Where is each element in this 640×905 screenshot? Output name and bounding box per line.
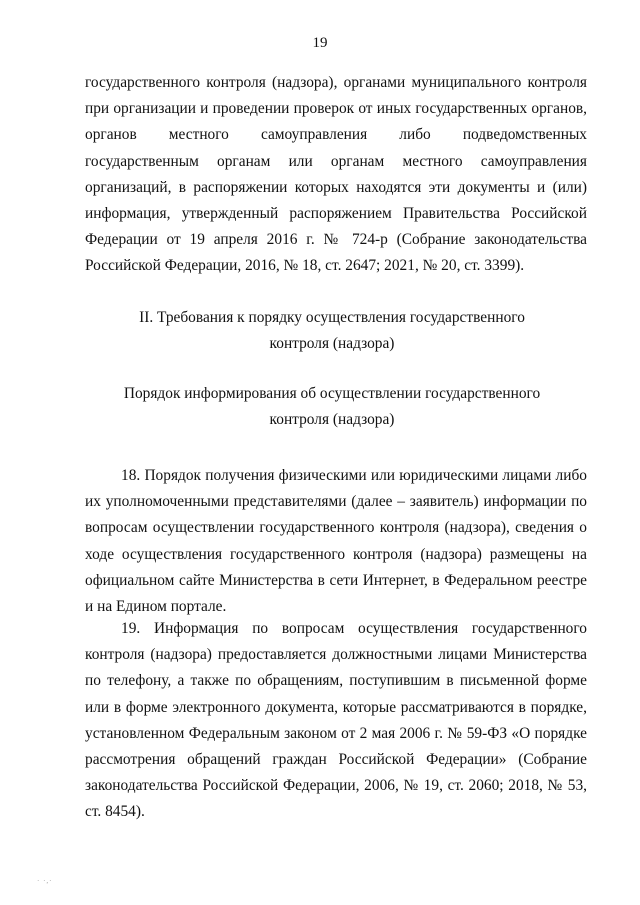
subsection-heading — [110, 381, 554, 433]
paragraph-19: 19. Информация по вопросам осуществления государственного контроля (надзора) предоставляется должностными лицами Министерства по телефону, а также по обращениям, поступившим в письменной форме или в форме электронного документа, которые рассматриваются в порядке, установленном Федеральным законом от 2 мая 2006 г. № 59-ФЗ «О порядке рассмотрения обращений граждан Российской Федерации» (Собрание законодательства Российской Федерации, 2006, № 19, ст. 2060; 2018, № 53, ст. 8454). — [85, 620, 587, 821]
section-heading-line-2: контроля (надзора) — [269, 335, 395, 352]
page-number: 19 — [312, 35, 328, 51]
subsection-heading-line-1: Порядок информирования об осуществлении государственного — [123, 385, 541, 402]
section-heading-line-1: II. Требования к порядку осуществления государственного — [139, 309, 525, 326]
intro-paragraph: государственного контроля (надзора), органами муниципального контроля при организации и проведении проверок от иных государственных органов, органов местного самоуправления либо подведомственных государственным органам или органам местного самоуправления организаций, в распоряжении которых находятся эти документы и (или) информация, утвержденный распоряжением Правительства Российской Федерации от 19 апреля 2016 г. № 724-р (Собрание законодательства Российской Федерации, 2016, № 18, ст. 2647; 2021, № 20, ст. 3399). — [85, 74, 587, 275]
subsection-heading-line-2: контроля (надзора) — [269, 411, 395, 428]
scan-mark: · ·,· — [37, 877, 53, 885]
section-heading — [110, 305, 554, 357]
paragraph-18: 18. Порядок получения физическими или юридическими лицами либо их уполномоченными представителями (далее – заявитель) информации по вопросам осуществлении государственного контроля (надзора), сведения о ходе осуществления государственного контроля (надзора) размещены на официальном сайте Министерства в сети Интернет, в Федеральном реестре и на Едином портале. — [85, 467, 587, 616]
